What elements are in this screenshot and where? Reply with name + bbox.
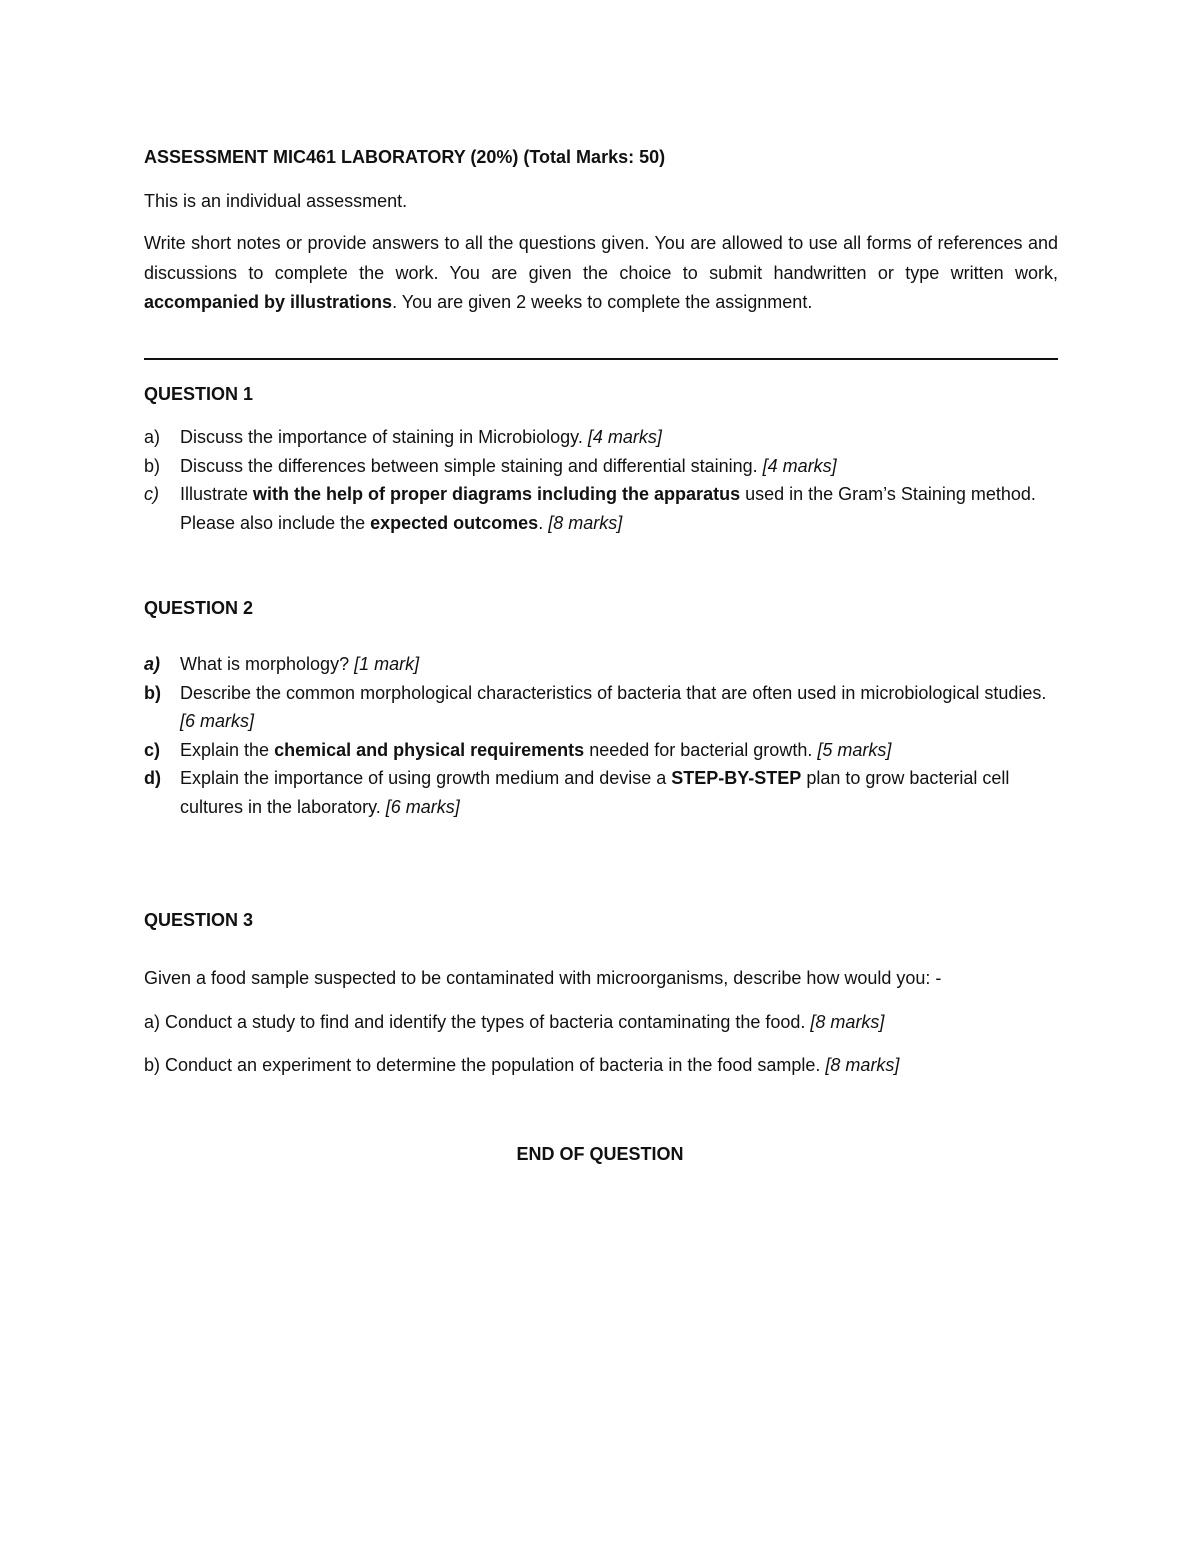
item-marker: d): [144, 768, 161, 788]
list-item: [144, 452, 1058, 481]
question-1-list: [144, 423, 1058, 537]
item-text: [180, 480, 1058, 537]
item-marks: [6 marks]: [385, 796, 460, 817]
item-body: What is morphology?: [180, 654, 355, 674]
item-marker: c): [144, 739, 161, 760]
item-body: plan to grow bacterial cell cultures in the laboratory.: [180, 768, 1010, 817]
item-bold: expected outcomes: [370, 512, 539, 533]
item-body: Discuss the differences between simple staining and differential staining.: [180, 455, 763, 476]
item-body: .: [538, 512, 549, 533]
item-marks: [4 marks]: [762, 455, 837, 476]
item-marks: [8 marks]: [810, 1012, 885, 1032]
item-marks: [4 marks]: [587, 427, 662, 447]
question-2-heading: QUESTION 2: [144, 598, 254, 618]
item-body: Explain the importance of using growth medium and devise a: [180, 768, 672, 788]
item-body: Illustrate: [180, 484, 254, 504]
item-marker: a): [144, 427, 161, 447]
item-marker: c): [144, 484, 159, 504]
list-item: [144, 480, 1058, 537]
question-3-item-b: [144, 1051, 1058, 1081]
item-marker: a): [144, 654, 161, 674]
item-text: [180, 679, 1058, 736]
item-body: used in the Gram’s Staining method. Please also include the: [180, 484, 1036, 533]
instructions-bold: accompanied by illustrations: [144, 292, 393, 312]
list-item: [144, 423, 1058, 452]
item-text: [180, 736, 1058, 765]
item-marker: b): [144, 455, 161, 476]
list-item: [144, 679, 1058, 736]
item-marks: [5 marks]: [817, 739, 892, 760]
instructions-paragraph: [144, 229, 1058, 318]
item-body: needed for bacterial growth.: [584, 739, 818, 760]
question-3-item-a: [144, 1008, 1058, 1038]
instructions-text-1: Write short notes or provide answers to all the questions given. You are allowed to use all forms of references and discussions to complete the work. You are given the choice to submit handwritten or type written work,: [144, 233, 1058, 283]
assessment-title: ASSESSMENT MIC461 LABORATORY (20%) (Total Marks: 50): [144, 147, 666, 167]
item-marks: [8 marks]: [548, 512, 623, 533]
item-body: a) Conduct a study to find and identify the types of bacteria contaminating the food.: [144, 1012, 811, 1032]
question-3-heading: QUESTION 3: [144, 910, 254, 930]
end-of-question: END OF QUESTION: [516, 1144, 684, 1164]
item-body: Explain the: [180, 739, 275, 760]
list-item: [144, 650, 1058, 679]
item-text: [180, 764, 1058, 821]
item-body: b) Conduct an experiment to determine the population of bacteria in the food sample.: [144, 1055, 826, 1075]
question-3-intro: Given a food sample suspected to be contaminated with microorganisms, describe how would you: -: [144, 968, 942, 988]
section-divider: [144, 358, 1058, 360]
item-marks: [8 marks]: [825, 1055, 900, 1075]
item-bold: with the help of proper diagrams including the apparatus: [253, 484, 741, 504]
item-bold: chemical and physical requirements: [274, 739, 585, 760]
item-text: [180, 452, 1058, 481]
item-text: [180, 423, 1058, 452]
question-2-list: [144, 650, 1058, 821]
item-body: Describe the common morphological characteristics of bacteria that are often used in microbiological studies.: [180, 682, 1047, 703]
list-item: [144, 736, 1058, 765]
item-bold: STEP-BY-STEP: [671, 768, 802, 788]
item-text: [180, 650, 1058, 679]
instructions-text-2: . You are given 2 weeks to complete the assignment.: [392, 292, 813, 312]
assessment-note: This is an individual assessment.: [144, 191, 408, 211]
item-marks: [6 marks]: [180, 711, 255, 731]
item-body: Discuss the importance of staining in Microbiology.: [180, 427, 588, 447]
question-1-heading: QUESTION 1: [144, 384, 254, 404]
item-marks: [1 mark]: [354, 654, 420, 674]
item-marker: b): [144, 682, 161, 703]
list-item: [144, 764, 1058, 821]
